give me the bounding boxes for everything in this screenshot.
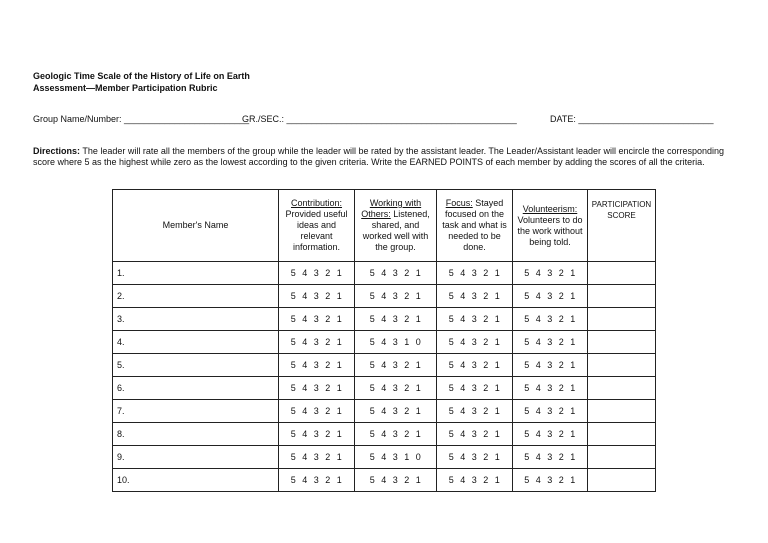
- table-header-row: [113, 190, 656, 262]
- working-score-cell[interactable]: 5 4 3 1 0: [355, 446, 437, 469]
- working-score-cell[interactable]: 5 4 3 2 1: [355, 377, 437, 400]
- header-focus: [437, 190, 513, 262]
- header-participation-score: PARTICIPATION SCORE: [588, 190, 656, 262]
- date-field: DATE: ___________________________: [550, 114, 714, 124]
- header-working-with-others: [355, 190, 437, 262]
- header-member-name: Member's Name: [113, 190, 279, 262]
- focus-score-cell[interactable]: 5 4 3 2 1: [437, 331, 513, 354]
- participation-score-cell[interactable]: [588, 285, 656, 308]
- rubric-table: [112, 189, 656, 492]
- contribution-score-cell[interactable]: 5 4 3 2 1: [279, 423, 355, 446]
- member-name-cell[interactable]: 9.: [113, 446, 279, 469]
- focus-score-cell[interactable]: 5 4 3 2 1: [437, 262, 513, 285]
- volunteerism-score-cell[interactable]: 5 4 3 2 1: [513, 469, 588, 492]
- directions-label: Directions:: [33, 146, 81, 156]
- working-score-cell[interactable]: 5 4 3 2 1: [355, 469, 437, 492]
- group-name-field: Group Name/Number: _________________________: [33, 114, 250, 124]
- volunteerism-score-cell[interactable]: 5 4 3 2 1: [513, 308, 588, 331]
- member-name-cell[interactable]: 6.: [113, 377, 279, 400]
- contribution-desc: Provided useful ideas and relevant information.: [285, 209, 348, 252]
- volunteerism-score-cell[interactable]: 5 4 3 2 1: [513, 354, 588, 377]
- working-title: Working with Others:: [361, 198, 422, 219]
- member-name-cell[interactable]: 5.: [113, 354, 279, 377]
- focus-score-cell[interactable]: 5 4 3 2 1: [437, 400, 513, 423]
- table-row: [113, 354, 656, 377]
- member-name-cell[interactable]: 1.: [113, 262, 279, 285]
- working-score-cell[interactable]: 5 4 3 2 1: [355, 308, 437, 331]
- member-name-cell[interactable]: 7.: [113, 400, 279, 423]
- working-score-cell[interactable]: 5 4 3 2 1: [355, 262, 437, 285]
- focus-score-cell[interactable]: 5 4 3 2 1: [437, 285, 513, 308]
- participation-score-cell[interactable]: [588, 308, 656, 331]
- contribution-score-cell[interactable]: 5 4 3 2 1: [279, 308, 355, 331]
- table-row: [113, 469, 656, 492]
- title-line-2: Assessment—Member Participation Rubric: [33, 83, 218, 93]
- contribution-score-cell[interactable]: 5 4 3 2 1: [279, 400, 355, 423]
- participation-score-cell[interactable]: [588, 469, 656, 492]
- focus-score-cell[interactable]: 5 4 3 2 1: [437, 308, 513, 331]
- participation-score-cell[interactable]: [588, 331, 656, 354]
- contribution-score-cell[interactable]: 5 4 3 2 1: [279, 285, 355, 308]
- volunteerism-score-cell[interactable]: 5 4 3 2 1: [513, 377, 588, 400]
- working-score-cell[interactable]: 5 4 3 2 1: [355, 354, 437, 377]
- focus-desc: Stayed focused on the task and what is needed to be done.: [442, 198, 507, 252]
- table-row: [113, 331, 656, 354]
- working-score-cell[interactable]: 5 4 3 2 1: [355, 400, 437, 423]
- table-row: [113, 446, 656, 469]
- volunteerism-score-cell[interactable]: 5 4 3 2 1: [513, 285, 588, 308]
- working-score-cell[interactable]: 5 4 3 2 1: [355, 285, 437, 308]
- table-row: [113, 262, 656, 285]
- participation-score-cell[interactable]: [588, 354, 656, 377]
- volunteerism-score-cell[interactable]: 5 4 3 2 1: [513, 446, 588, 469]
- participation-score-cell[interactable]: [588, 423, 656, 446]
- participation-score-cell[interactable]: [588, 262, 656, 285]
- working-score-cell[interactable]: 5 4 3 1 0: [355, 331, 437, 354]
- participation-score-cell[interactable]: [588, 377, 656, 400]
- member-name-cell[interactable]: 4.: [113, 331, 279, 354]
- participation-score-cell[interactable]: [588, 400, 656, 423]
- member-name-cell[interactable]: 2.: [113, 285, 279, 308]
- contribution-score-cell[interactable]: 5 4 3 2 1: [279, 331, 355, 354]
- volunteerism-score-cell[interactable]: 5 4 3 2 1: [513, 262, 588, 285]
- directions-text: The leader will rate all the members of the group while the leader will be rated by the assistant leader. The Leader/Assistant leader will encircle the corresponding score where 5 as the highest while zero as the lowest according to the given criteria. Write the EARNED POINTS of each member by adding the scores of all the criteria.: [33, 146, 725, 167]
- focus-score-cell[interactable]: 5 4 3 2 1: [437, 423, 513, 446]
- contribution-score-cell[interactable]: 5 4 3 2 1: [279, 377, 355, 400]
- table-row: [113, 308, 656, 331]
- focus-title: Focus:: [445, 198, 473, 208]
- contribution-score-cell[interactable]: 5 4 3 2 1: [279, 446, 355, 469]
- table-row: [113, 285, 656, 308]
- member-name-cell[interactable]: 8.: [113, 423, 279, 446]
- focus-score-cell[interactable]: 5 4 3 2 1: [437, 446, 513, 469]
- member-name-cell[interactable]: 10.: [113, 469, 279, 492]
- focus-score-cell[interactable]: 5 4 3 2 1: [437, 354, 513, 377]
- header-volunteerism: [513, 190, 588, 262]
- header-contribution: [279, 190, 355, 262]
- contribution-title: Contribution:: [290, 198, 343, 208]
- rubric-body: [113, 262, 656, 492]
- contribution-score-cell[interactable]: 5 4 3 2 1: [279, 469, 355, 492]
- directions-paragraph: [33, 146, 738, 168]
- document-title: [33, 70, 250, 94]
- participation-score-cell[interactable]: [588, 446, 656, 469]
- contribution-score-cell[interactable]: 5 4 3 2 1: [279, 262, 355, 285]
- working-desc: Listened, shared, and worked well with the group.: [362, 209, 430, 252]
- volunteer-desc: Volunteers to do the work without being told.: [517, 214, 583, 247]
- member-name-cell[interactable]: 3.: [113, 308, 279, 331]
- focus-score-cell[interactable]: 5 4 3 2 1: [437, 377, 513, 400]
- volunteerism-score-cell[interactable]: 5 4 3 2 1: [513, 400, 588, 423]
- focus-score-cell[interactable]: 5 4 3 2 1: [437, 469, 513, 492]
- title-line-1: Geologic Time Scale of the History of Life on Earth: [33, 71, 250, 81]
- volunteer-title: Volunteerism:: [522, 203, 578, 214]
- table-row: [113, 377, 656, 400]
- working-score-cell[interactable]: 5 4 3 2 1: [355, 423, 437, 446]
- table-row: [113, 400, 656, 423]
- volunteerism-score-cell[interactable]: 5 4 3 2 1: [513, 423, 588, 446]
- contribution-score-cell[interactable]: 5 4 3 2 1: [279, 354, 355, 377]
- table-row: [113, 423, 656, 446]
- section-field: GR./SEC.: ______________________________________________: [242, 114, 517, 124]
- volunteerism-score-cell[interactable]: 5 4 3 2 1: [513, 331, 588, 354]
